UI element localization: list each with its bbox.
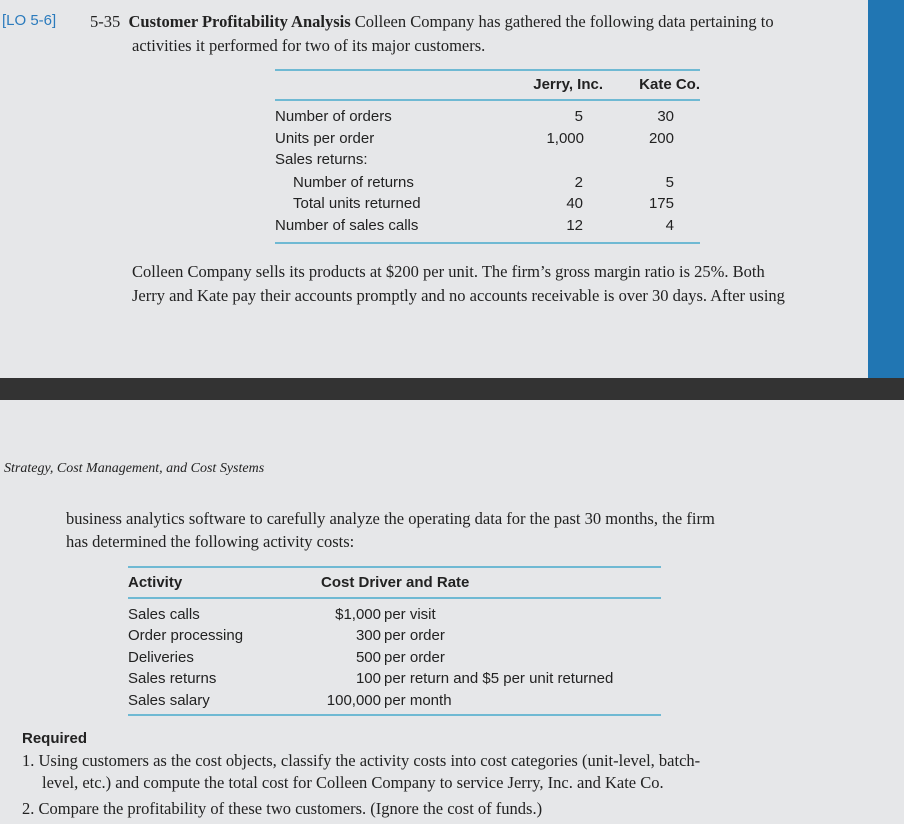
table-row [128, 606, 661, 627]
activity-name: Sales salary [128, 692, 210, 709]
requirement-1: 1. Using customers as the cost objects, classify the activity costs into cost categories (unit-level, batch- [22, 751, 701, 770]
table-row [128, 649, 661, 670]
body-text: Colleen Company sells its products at $200 per unit. The firm’s gross margin ratio is 25%. Both [132, 262, 765, 281]
rate-unit: per order [384, 649, 445, 666]
header-kate: Kate Co. [639, 76, 700, 93]
table-row [128, 670, 661, 691]
table-row [275, 217, 700, 238]
row-label: Number of returns [293, 174, 414, 191]
kate-value: 4 [665, 217, 674, 234]
header-cost-driver: Cost Driver and Rate [321, 574, 470, 591]
rate-unit: per month [384, 692, 452, 709]
table-rule [275, 242, 700, 244]
problem-number: 5-35 [90, 12, 121, 31]
table-rule [128, 714, 661, 716]
problem-title: Customer Profitability Analysis [128, 12, 351, 31]
requirement-2: 2. Compare the profitability of these two customers. (Ignore the cost of funds.) [22, 799, 543, 818]
table-rule [128, 597, 661, 599]
intro-text: Colleen Company has gathered the following data pertaining to [354, 12, 774, 31]
activity-name: Sales returns [128, 670, 217, 687]
activity-name: Sales calls [128, 606, 200, 623]
rate-unit: per visit [384, 606, 436, 623]
table-rule [275, 99, 700, 101]
table-row [275, 108, 700, 129]
rate-amount: 100 [355, 670, 381, 687]
running-head: Strategy, Cost Management, and Cost Systems [4, 461, 265, 476]
kate-value: 5 [665, 174, 674, 191]
intro-text-2: activities it performed for two of its major customers. [132, 36, 486, 55]
table-row [275, 174, 700, 195]
page-divider [0, 378, 904, 400]
body-text: has determined the following activity costs: [66, 532, 355, 551]
jerry-value: 2 [574, 174, 583, 191]
table-rule [128, 566, 661, 568]
activity-name: Deliveries [128, 649, 194, 666]
rate-amount: 500 [355, 649, 381, 666]
customer-table-header [275, 76, 700, 96]
kate-value: 175 [648, 195, 674, 212]
rate-amount: 100,000 [326, 692, 381, 709]
rate-amount: 300 [355, 627, 381, 644]
kate-value: 30 [657, 108, 674, 125]
jerry-value: 12 [566, 217, 583, 234]
required-heading: Required [22, 730, 88, 747]
header-jerry: Jerry, Inc. [533, 76, 603, 93]
table-row [275, 195, 700, 216]
jerry-value: 5 [574, 108, 583, 125]
table-row [128, 692, 661, 713]
table-row [275, 151, 700, 172]
body-text: Jerry and Kate pay their accounts promptly and no accounts receivable is over 30 days. After using [132, 286, 785, 305]
row-label: Total units returned [293, 195, 421, 212]
learning-objective-link[interactable]: [LO 5-6] [2, 12, 57, 29]
side-accent-bar [868, 0, 904, 378]
table-rule [275, 69, 700, 71]
header-activity: Activity [128, 574, 183, 591]
requirement-1-cont: level, etc.) and compute the total cost for Colleen Company to service Jerry, Inc. and Kate Co. [42, 773, 664, 792]
rate-unit: per return and $5 per unit returned [384, 670, 614, 687]
body-text: business analytics software to carefully analyze the operating data for the past 30 months, the firm [66, 509, 715, 528]
table-row [128, 627, 661, 648]
kate-value: 200 [648, 130, 674, 147]
row-label: Sales returns: [275, 151, 368, 168]
row-label: Number of orders [275, 108, 392, 125]
row-label: Number of sales calls [275, 217, 419, 234]
activity-name: Order processing [128, 627, 244, 644]
jerry-value: 1,000 [546, 130, 584, 147]
row-label: Units per order [275, 130, 375, 147]
problem-heading [90, 12, 774, 32]
table-row [275, 130, 700, 151]
rate-unit: per order [384, 627, 445, 644]
rate-amount: $1,000 [335, 606, 381, 623]
jerry-value: 40 [566, 195, 583, 212]
